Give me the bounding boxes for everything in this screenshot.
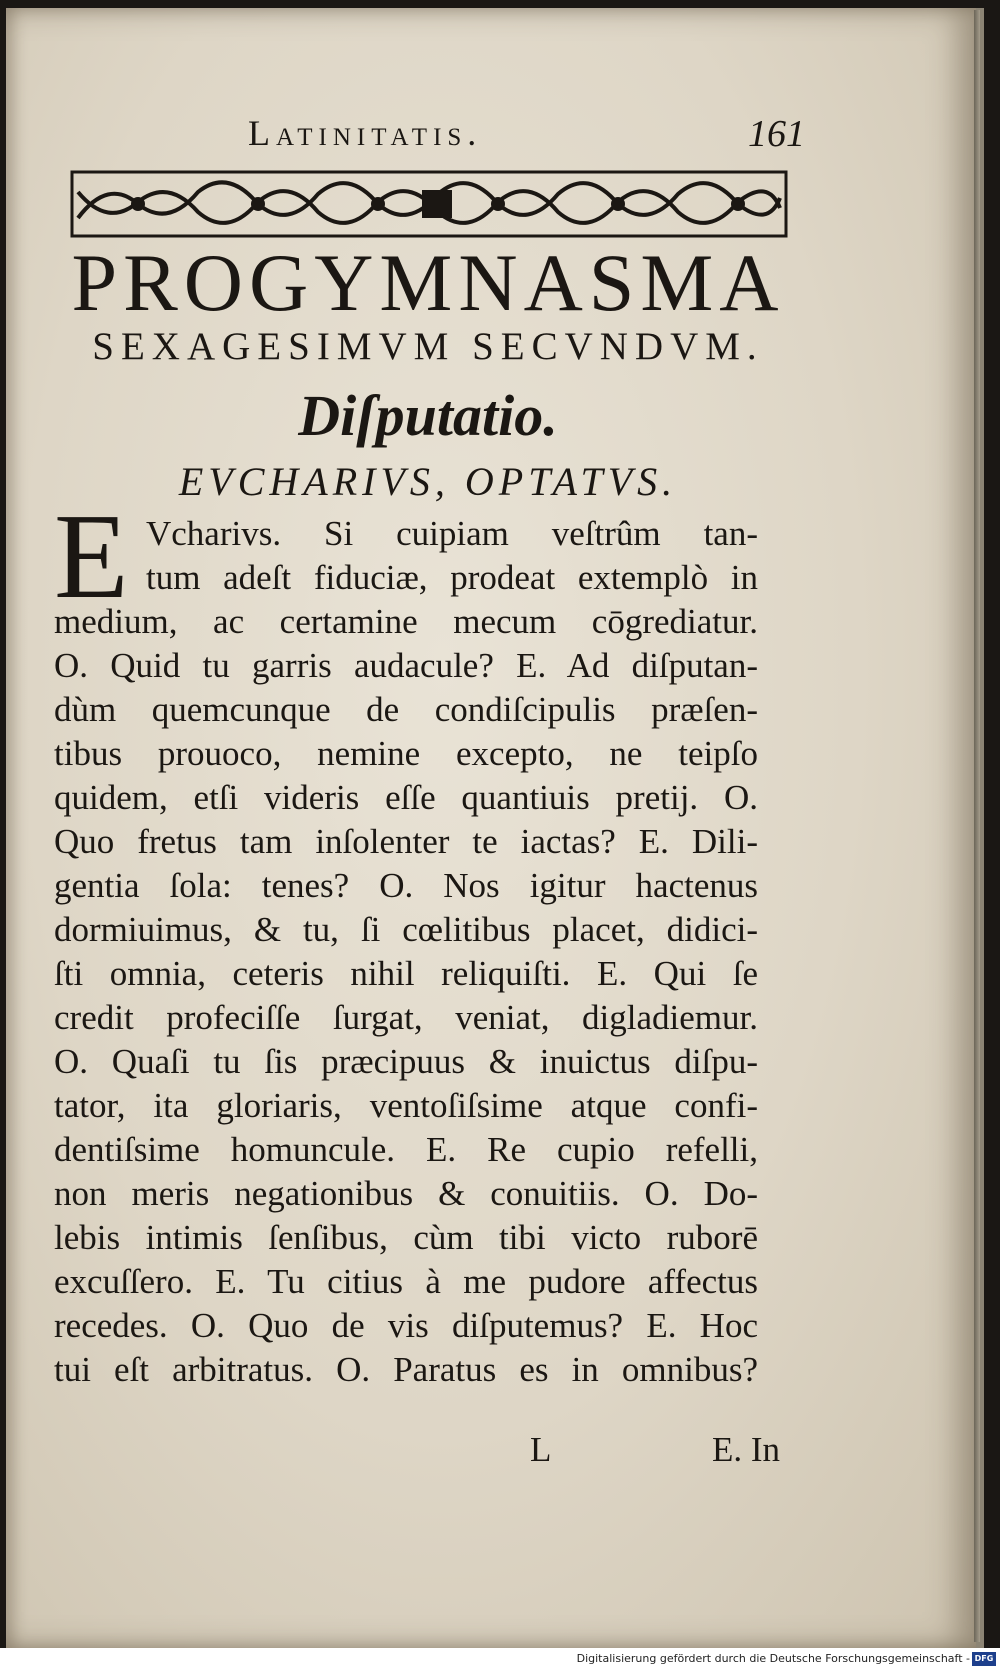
body-line: gentia ſola: tenes? O. Nos igitur hactenus: [54, 866, 758, 905]
body-line: tibus prouoco, nemine excepto, ne teipſo: [54, 734, 758, 773]
body-line: excuſſero. E. Tu citius à me pudore affectus: [54, 1262, 758, 1301]
body-line: tum adeſt fiduciæ, prodeat extemplò in: [146, 558, 758, 597]
body-line: dormiuimus, & tu, ſi cœlitibus placet, didici-: [54, 910, 758, 949]
body-line: ſti omnia, ceteris nihil reliquiſti. E. Qui ſe: [54, 954, 758, 993]
body-line: O. Quaſi tu ſis præcipuus & inuictus diſpu-: [54, 1042, 758, 1081]
speakers-heading: EVCHARIVS, OPTATVS.: [178, 459, 678, 504]
genre-heading: Diſputatio.: [298, 383, 558, 448]
running-head: Latinitatis.: [248, 113, 483, 153]
dfg-logo: DFG: [972, 1652, 996, 1666]
catchword: E. In: [712, 1430, 781, 1469]
body-line: tui eſt arbitratus. O. Paratus es in omnibus?: [54, 1350, 758, 1389]
body-line: medium, ac certamine mecum cōgrediatur.: [54, 602, 758, 641]
body-line: dentiſsime homuncule. E. Re cupio refelli,: [54, 1130, 758, 1169]
body-line: recedes. O. Quo de vis diſputemus? E. Hoc: [54, 1306, 758, 1345]
body-line: dùm quemcunque de condiſcipulis præſen-: [54, 690, 758, 729]
body-line: Vcharivs. Si cuipiam veſtrûm tan-: [146, 514, 758, 553]
body-line: lebis intimis ſenſibus, cùm tibi victo ruborē: [54, 1218, 758, 1257]
credit-text: Digitalisierung gefördert durch die Deutsche Forschungsgemeinschaft -: [576, 1652, 970, 1665]
signature-mark: L: [530, 1430, 552, 1469]
drop-cap: E: [54, 489, 129, 624]
body-line: credit profeciſſe ſurgat, veniat, digladiemur.: [54, 998, 758, 1037]
body-line: non meris negationibus & conuitiis. O. Do-: [54, 1174, 758, 1213]
page-number: 161: [748, 113, 805, 155]
body-line: O. Quid tu garris audacule? E. Ad diſputan-: [54, 646, 758, 685]
ornament-band: [68, 168, 790, 240]
title-subtitle: SEXAGESIMVM SECVNDVM.: [92, 325, 764, 368]
body-line: quidem, etſi videris eſſe quantiuis pretij. O.: [54, 778, 758, 817]
body-line: Quo fretus tam inſolenter te iactas? E. Dili-: [54, 822, 758, 861]
title-main: PROGYMNASMA: [71, 237, 785, 328]
page-edge: [974, 10, 980, 1642]
body-line: tator, ita gloriaris, ventoſiſsime atque confi-: [54, 1086, 758, 1125]
